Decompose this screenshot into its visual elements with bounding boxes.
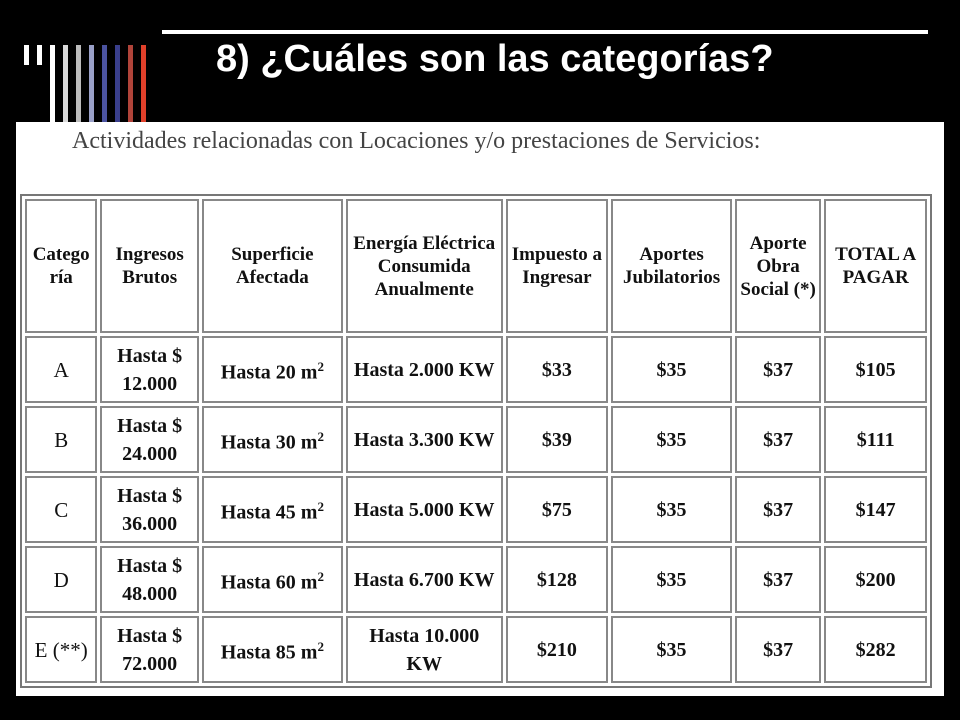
cell-total-a-pagar	[824, 406, 927, 473]
cell-impuesto	[506, 336, 609, 403]
slide-title: 8) ¿Cuáles son las categorías?	[216, 38, 774, 80]
cell-aporte-obra-social-text: $37	[763, 428, 794, 451]
cell-superficie-text: Hasta 30 m	[220, 431, 318, 454]
cell-superficie	[202, 476, 343, 543]
table-caption: Actividades relacionadas con Locaciones y/o prestaciones de Servicios:	[72, 128, 761, 154]
cell-energia	[346, 406, 503, 473]
cell-aporte-obra-social	[735, 616, 821, 683]
cell-superficie-text: Hasta 85 m	[220, 641, 318, 664]
cell-aporte-obra-social-text: $37	[763, 498, 794, 521]
cell-impuesto	[506, 616, 609, 683]
decorative-bar	[102, 45, 107, 125]
decorative-bars	[24, 45, 164, 125]
title-rule	[162, 30, 928, 34]
cell-impuesto	[506, 406, 609, 473]
cell-ingresos-brutos	[100, 616, 199, 683]
cell-energia	[346, 336, 503, 403]
cell-aportes-jubilatorios-text: $35	[656, 358, 687, 381]
table-row	[25, 546, 927, 613]
cell-total-a-pagar-text: $282	[855, 638, 896, 661]
cell-aportes-jubilatorios-text: $35	[656, 638, 687, 661]
cell-categoria	[25, 406, 97, 473]
cell-total-a-pagar	[824, 616, 927, 683]
cell-categoria	[25, 616, 97, 683]
header-aporte-obra-social: Aporte Obra Social (*)	[735, 199, 821, 333]
cell-ingresos-brutos	[100, 336, 199, 403]
cell-categoria-text: D	[53, 567, 69, 592]
cell-energia	[346, 616, 503, 683]
header-superficie-afectada: Superficie Afectada	[202, 199, 343, 333]
cell-categoria-text: A	[53, 357, 69, 382]
table-row	[25, 406, 927, 473]
cell-impuesto-text: $210	[536, 638, 577, 661]
cell-aporte-obra-social	[735, 336, 821, 403]
decorative-bar	[128, 45, 133, 125]
cell-categoria-text: B	[54, 427, 69, 452]
header-row	[25, 199, 927, 333]
cell-superficie-text: Hasta 20 m	[220, 361, 318, 384]
decorative-bar	[37, 45, 42, 65]
cell-aportes-jubilatorios-text: $35	[656, 428, 687, 451]
cell-superficie	[202, 546, 343, 613]
cell-impuesto-text: $33	[541, 358, 572, 381]
table-row	[25, 336, 927, 403]
cell-aportes-jubilatorios	[611, 476, 732, 543]
cell-total-a-pagar-text: $147	[855, 498, 896, 521]
categories-table	[20, 194, 932, 688]
cell-superficie	[202, 616, 343, 683]
cell-energia-text: Hasta 5.000 KW	[353, 498, 495, 521]
cell-categoria-text: C	[54, 497, 69, 522]
cell-aportes-jubilatorios	[611, 546, 732, 613]
cell-aportes-jubilatorios	[611, 616, 732, 683]
superficie-exponent: 2	[317, 428, 324, 444]
superficie-exponent: 2	[317, 638, 324, 654]
cell-energia-text: Hasta 2.000 KW	[353, 358, 495, 381]
cell-impuesto	[506, 546, 609, 613]
decorative-bar	[76, 45, 81, 125]
decorative-bar	[141, 45, 146, 125]
cell-aportes-jubilatorios-text: $35	[656, 568, 687, 591]
cell-energia-text: Hasta 10.000 KW	[369, 624, 480, 675]
cell-ingresos-brutos-text: Hasta $ 12.000	[117, 344, 183, 395]
cell-impuesto	[506, 476, 609, 543]
header-categoria: Catego ría	[25, 199, 97, 333]
cell-total-a-pagar-text: $200	[855, 568, 896, 591]
cell-ingresos-brutos-text: Hasta $ 36.000	[117, 484, 183, 535]
cell-impuesto-text: $39	[541, 428, 572, 451]
cell-ingresos-brutos	[100, 546, 199, 613]
cell-total-a-pagar-text: $105	[855, 358, 896, 381]
cell-energia	[346, 546, 503, 613]
superficie-exponent: 2	[317, 498, 324, 514]
header-energia-electrica: Energía Eléctrica Consumida Anualmente	[346, 199, 503, 333]
table-image-panel	[16, 122, 944, 696]
cell-energia-text: Hasta 3.300 KW	[353, 428, 495, 451]
cell-aporte-obra-social	[735, 406, 821, 473]
decorative-bar	[24, 45, 29, 65]
cell-aportes-jubilatorios-text: $35	[656, 498, 687, 521]
cell-superficie	[202, 336, 343, 403]
cell-categoria	[25, 546, 97, 613]
decorative-bar	[89, 45, 94, 125]
cell-ingresos-brutos	[100, 476, 199, 543]
cell-aporte-obra-social	[735, 546, 821, 613]
decorative-bar	[50, 45, 55, 125]
decorative-bar	[63, 45, 68, 125]
cell-aportes-jubilatorios	[611, 336, 732, 403]
cell-aporte-obra-social-text: $37	[763, 638, 794, 661]
cell-energia-text: Hasta 6.700 KW	[353, 568, 495, 591]
superficie-exponent: 2	[317, 568, 324, 584]
cell-impuesto-text: $75	[541, 498, 572, 521]
cell-aporte-obra-social	[735, 476, 821, 543]
cell-total-a-pagar-text: $111	[856, 428, 895, 451]
cell-ingresos-brutos-text: Hasta $ 48.000	[117, 554, 183, 605]
cell-superficie-text: Hasta 60 m	[220, 571, 318, 594]
cell-ingresos-brutos-text: Hasta $ 72.000	[117, 624, 183, 675]
table-row	[25, 616, 927, 683]
cell-superficie	[202, 406, 343, 473]
cell-total-a-pagar	[824, 546, 927, 613]
cell-categoria	[25, 476, 97, 543]
cell-total-a-pagar	[824, 336, 927, 403]
header-aportes-jubilatorios: Aportes Jubilatorios	[611, 199, 732, 333]
cell-superficie-text: Hasta 45 m	[220, 501, 318, 524]
cell-categoria-text: E (**)	[34, 637, 88, 662]
cell-aportes-jubilatorios	[611, 406, 732, 473]
header-total-a-pagar: TOTAL A PAGAR	[824, 199, 927, 333]
table-row	[25, 476, 927, 543]
header-ingresos-brutos: Ingresos Brutos	[100, 199, 199, 333]
cell-impuesto-text: $128	[536, 568, 577, 591]
cell-aporte-obra-social-text: $37	[763, 568, 794, 591]
cell-aporte-obra-social-text: $37	[763, 358, 794, 381]
header-impuesto: Impuesto a Ingresar	[506, 199, 609, 333]
cell-categoria	[25, 336, 97, 403]
cell-energia	[346, 476, 503, 543]
cell-ingresos-brutos-text: Hasta $ 24.000	[117, 414, 183, 465]
cell-ingresos-brutos	[100, 406, 199, 473]
decorative-bar	[115, 45, 120, 125]
superficie-exponent: 2	[317, 358, 324, 374]
cell-total-a-pagar	[824, 476, 927, 543]
